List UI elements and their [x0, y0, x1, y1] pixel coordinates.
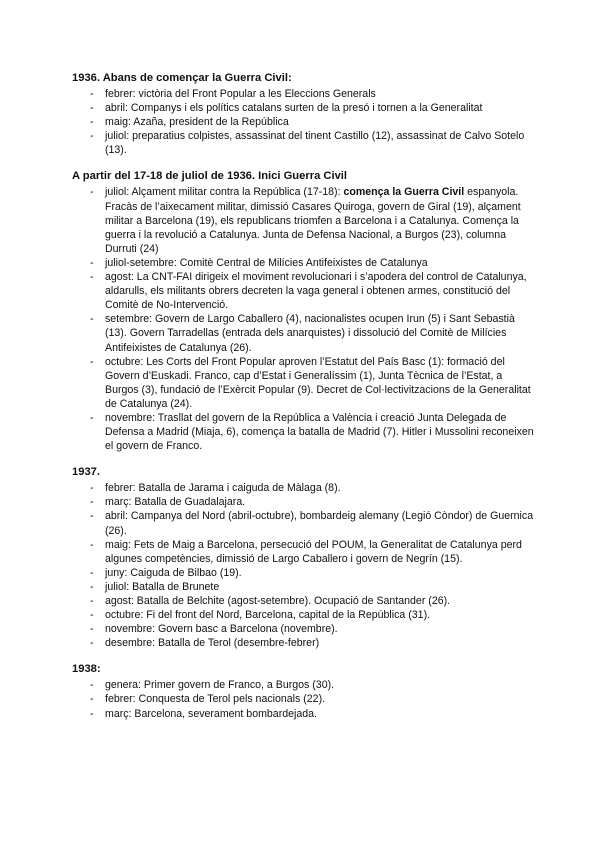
event-text: agost: Batalla de Belchite (agost-setembre). Ocupació de Santander (26).: [105, 595, 451, 607]
dash-bullet-icon: -: [90, 623, 94, 636]
dash-bullet-icon: -: [90, 482, 94, 495]
event-item: [74, 707, 534, 721]
dash-bullet-icon: -: [90, 595, 94, 607]
dash-bullet-icon: -: [90, 637, 94, 650]
event-text: espanyola. Fracàs de l’aixecament militar, dimissió Casares Quiroga, govern de Giral (19), alçament militar a Barcelona (19), els republicans triomfen a Barcelona i a Catalunya. Comença la guerra i la revolució a Catalunya. Junta de Defensa Nacional, a Burgos (23), columna Durruti (24): [105, 186, 521, 255]
event-item: [74, 101, 534, 115]
event-text: maig: Azaña, president de la República: [105, 116, 289, 129]
event-text: juliol: Alçament militar contra la República (17-18):: [105, 186, 344, 199]
dash-bullet-icon: -: [90, 693, 94, 706]
event-text: juny: Caiguda de Bilbao (19).: [105, 566, 242, 579]
dash-bullet-icon: -: [90, 707, 94, 720]
event-item: [74, 129, 534, 157]
dash-bullet-icon: -: [90, 116, 94, 129]
event-item: [74, 270, 534, 312]
event-item: [74, 622, 534, 636]
dash-bullet-icon: -: [90, 271, 94, 284]
event-item: [74, 692, 534, 706]
dash-bullet-icon: -: [90, 256, 94, 269]
event-text: octubre: Les Corts del Front Popular aproven l’Estatut del País Basc (1): formació del Govern d’Euskadi. Franco, cap d’Estat i Generalíssim (1), Junta Tècnica de l’Estat, a Burgos (3), fundació de l’Exèrcit Popular (9). Decret de Col·lectivitzacions de la Generalitat de Catalunya (24).: [105, 355, 531, 410]
event-item: [74, 678, 534, 692]
dash-bullet-icon: -: [90, 496, 94, 509]
event-text: desembre: Batalla de Terol (desembre-febrer): [105, 637, 320, 650]
dash-bullet-icon: -: [90, 609, 94, 622]
dash-bullet-icon: -: [90, 679, 94, 692]
event-list: [74, 481, 534, 650]
event-text: juliol-setembre: Comitè Central de Milícies Antifeixistes de Catalunya: [105, 256, 428, 269]
dash-bullet-icon: -: [90, 186, 94, 199]
event-text: març: Batalla de Guadalajara.: [105, 496, 246, 509]
event-item: [74, 481, 534, 495]
event-item: [74, 87, 534, 101]
event-text: setembre: Govern de Largo Caballero (4), nacionalistes ocupen Irun (5) i Sant Sebastià (13). Govern Tarradellas (entrada dels anarquistes) i dissolució del Comitè de Milícies Antifeixistes de Catalunya (26).: [105, 313, 515, 354]
dash-bullet-icon: -: [90, 88, 94, 100]
dash-bullet-icon: -: [90, 510, 94, 523]
event-text: juliol: Batalla de Brunete: [105, 580, 220, 593]
timeline-section: [74, 662, 534, 720]
section-heading: A partir del 17-18 de juliol de 1936. Inici Guerra Civil: [72, 170, 348, 183]
event-text: maig: Fets de Maig a Barcelona, persecució del POUM, la Generalitat de Catalunya perd algunes competències, dimissió de Largo Caballero i govern de Negrín (15).: [105, 538, 522, 565]
event-item: [74, 608, 534, 622]
dash-bullet-icon: -: [90, 566, 94, 579]
event-text: juliol: preparatius colpistes, assassinat del tinent Castillo (12), assassinat de Calvo Sotelo (13).: [105, 130, 525, 157]
event-item: [74, 580, 534, 594]
event-item: [74, 594, 534, 608]
event-text: novembre: Trasllat del govern de la República a València i creació Junta Delegada de Defensa a Madrid (Miaja, 6), comença la batalla de Madrid (7). Hitler i Mussolini reconeixen el govern de Franco.: [105, 411, 534, 453]
event-item: [74, 636, 534, 650]
section-heading: 1936. Abans de començar la Guerra Civil:: [72, 72, 292, 84]
event-item: [74, 256, 534, 270]
event-text: genera: Primer govern de Franco, a Burgos (30).: [105, 679, 335, 692]
timeline-section: [74, 71, 534, 157]
event-text: març: Barcelona, severament bombardejada.: [105, 707, 317, 720]
event-text: febrer: Batalla de Jarama i caiguda de Màlaga (8).: [105, 482, 341, 495]
event-item: [74, 495, 534, 509]
dash-bullet-icon: -: [90, 130, 94, 143]
dash-bullet-icon: -: [90, 580, 94, 593]
dash-bullet-icon: -: [90, 355, 94, 368]
event-item: [74, 115, 534, 129]
event-list: [74, 87, 534, 157]
event-text: abril: Companys i els polítics catalans surten de la presó i tornen a la Generalitat: [105, 102, 483, 115]
event-list: [74, 185, 534, 453]
event-item: [74, 538, 534, 566]
event-text: febrer: Conquesta de Terol pels nacionals (22).: [105, 693, 326, 706]
event-text: febrer: victòria del Front Popular a les Eleccions Generals: [105, 88, 376, 100]
event-item: [74, 355, 534, 411]
event-item: [74, 566, 534, 580]
event-list: [74, 678, 534, 720]
timeline-section: [74, 465, 534, 650]
event-item: [74, 411, 534, 453]
event-text-bold: comença la Guerra Civil: [343, 186, 465, 199]
event-text: agost: La CNT-FAI dirigeix el moviment revolucionari i s’apodera del control de Catalunya, aldarulls, els militants obrers decreten la vaga general i obtenen armes, constitució del Comitè de No-Intervenció.: [105, 271, 527, 312]
dash-bullet-icon: -: [90, 538, 94, 551]
document-page: [74, 71, 534, 733]
dash-bullet-icon: -: [90, 411, 94, 424]
section-heading: 1937.: [72, 466, 100, 479]
event-item: [74, 509, 534, 537]
section-heading: 1938:: [72, 663, 101, 676]
event-text: novembre: Govern basc a Barcelona (novembre).: [105, 623, 338, 636]
dash-bullet-icon: -: [90, 102, 94, 115]
event-item: [74, 312, 534, 354]
dash-bullet-icon: -: [90, 313, 94, 326]
event-text: abril: Campanya del Nord (abril-octubre), bombardeig alemany (Legió Còndor) de Guernica (26).: [105, 510, 534, 537]
event-text: octubre: Fi del front del Nord, Barcelona, capital de la República (31).: [105, 609, 431, 622]
event-item: [74, 185, 534, 255]
timeline-section: [74, 169, 534, 453]
